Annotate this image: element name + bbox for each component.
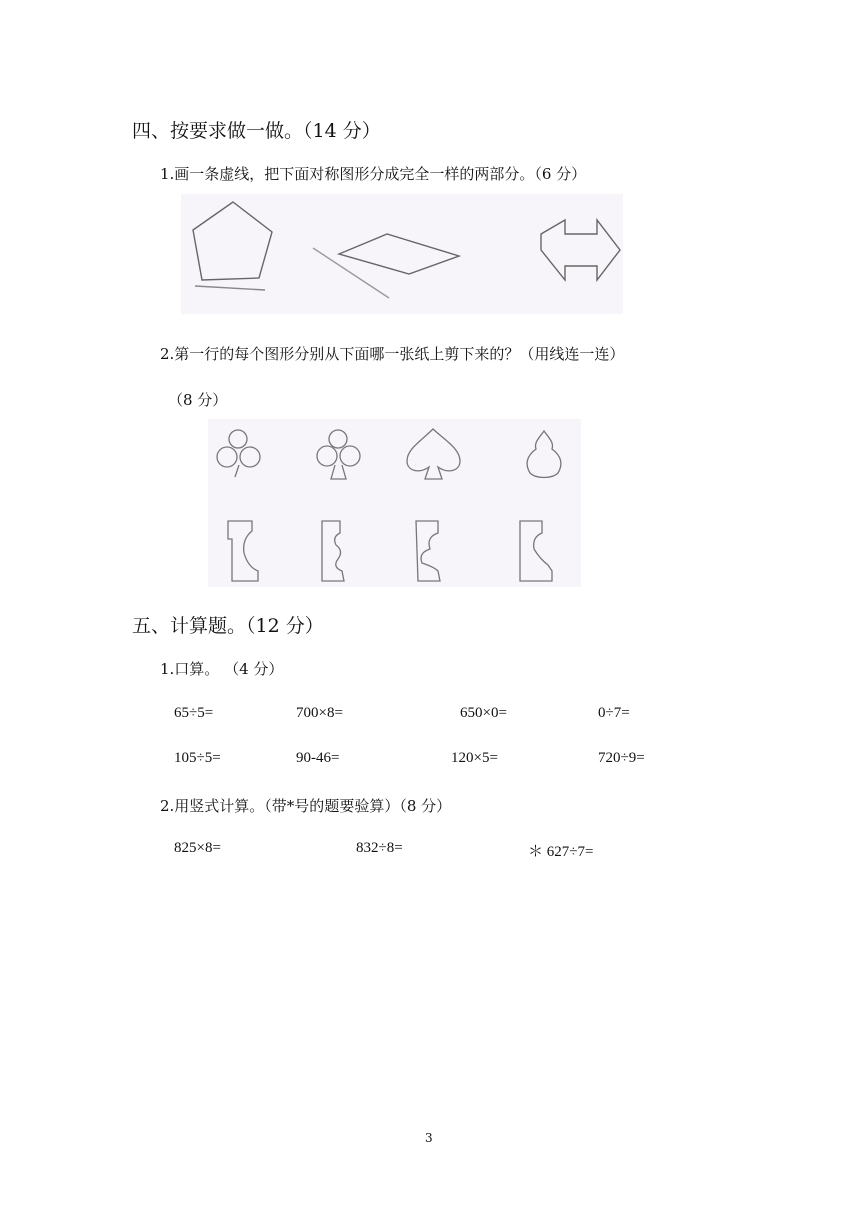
spade-icon: [407, 429, 460, 479]
section4-heading: 四、按要求做一做。（14 分）: [132, 120, 381, 142]
s5-q2-instruction: 2.用竖式计算。（带*号的题要验算）（8 分）: [160, 797, 452, 815]
mental-calc-item: 720÷9=: [598, 750, 645, 766]
mental-calc-item: 650×0=: [460, 705, 507, 721]
symmetric-shapes-figure: [181, 194, 623, 314]
mental-calc-item: 0÷7=: [598, 705, 630, 721]
vertical-calc-item: 832÷8=: [356, 840, 403, 856]
q2-instruction: 2.第一行的每个图形分别从下面哪一张纸上剪下来的？（用线连一连）: [160, 345, 625, 363]
club-icon: [317, 430, 360, 479]
mental-calc-item: 700×8=: [296, 705, 343, 721]
q1-instruction: 1.画一条虚线，把下面对称图形分成完全一样的两部分。（6 分）: [160, 165, 587, 183]
pentagon-icon: [193, 202, 272, 290]
s5-q1-instruction: 1.口算。 （4 分）: [160, 660, 284, 678]
rhombus-icon: [313, 234, 459, 298]
mental-calc-item: 65÷5=: [174, 705, 214, 721]
cutout-matching-figure: [208, 419, 581, 587]
mental-calc-item: 120×5=: [451, 750, 498, 766]
vertical-calc-item: ＊ 627÷7=: [528, 844, 594, 860]
folded-paper-1-icon: [228, 521, 258, 581]
double-arrow-icon: [541, 220, 620, 280]
mental-calc-item: 90-46=: [296, 750, 340, 766]
folded-paper-2-icon: [322, 521, 344, 581]
gourd-icon: [527, 431, 561, 478]
page-number: 3: [425, 1131, 433, 1145]
folded-paper-4-icon: [520, 521, 552, 581]
folded-paper-3-icon: [416, 521, 440, 581]
trefoil-icon: [217, 430, 260, 477]
vertical-calc-item: 825×8=: [174, 840, 221, 856]
q2-points: （8 分）: [168, 391, 228, 409]
mental-calc-item: 105÷5=: [174, 750, 221, 766]
section5-heading: 五、计算题。（12 分）: [132, 615, 324, 637]
